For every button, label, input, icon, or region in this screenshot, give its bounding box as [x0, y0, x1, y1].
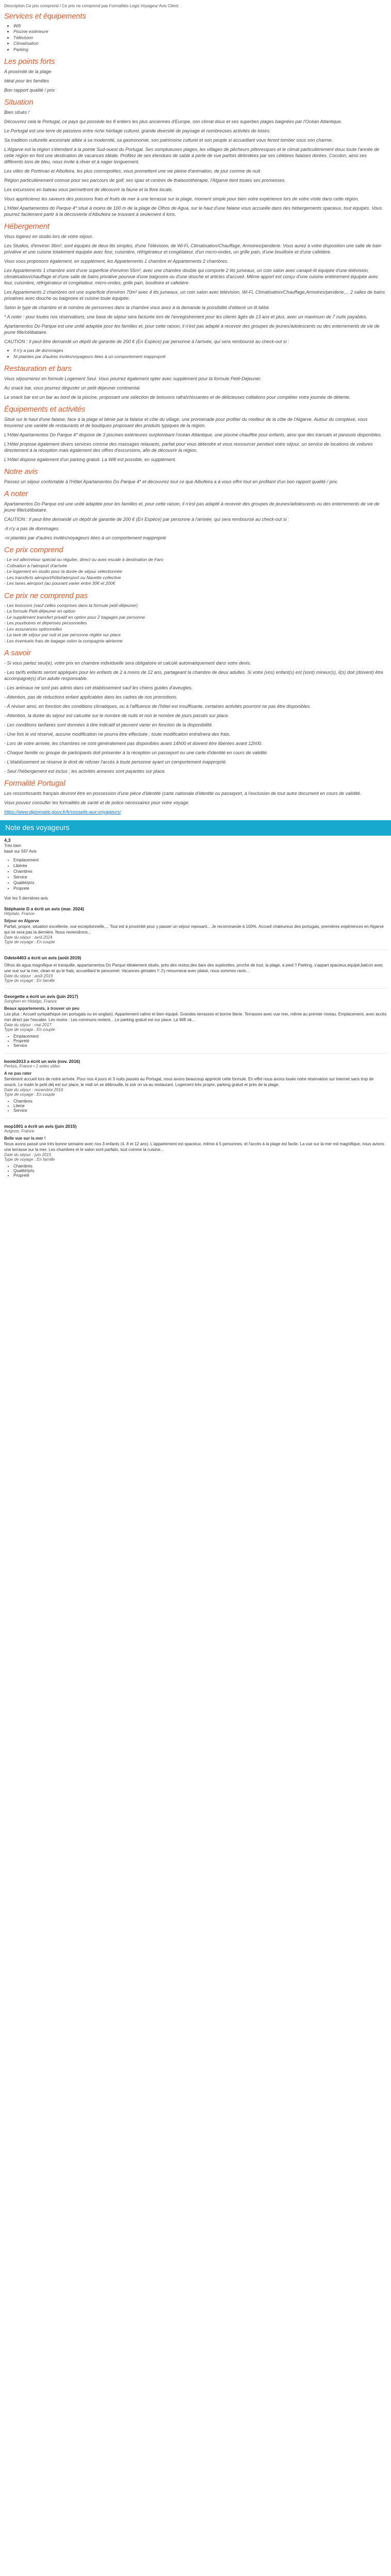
situation-para: L'Algarve est la région s'étendant à la pointe Sud-ouest du Portugal. Ses somptueuses plages, les villages de pêcheurs pittoresques et le climat particulièrement doux toute l'année de cette région en font une destination de vacances idéale. Profitez de ses étendues de sable à perte de vue parfois délimitées par ses célèbres falaises dorées. Cocolon, ainsi ses différents tons de bleu, nous invite à rêver et à nager longuement.	[4, 147, 380, 164]
criteria-item: • Propreté	[13, 886, 387, 891]
savoir-item: - À réviser ainsi, en fonction des conditions climatiques, ou à l'affluence de l'hôtel est insuffisante, certaines activités pourront ne pas être disponibles.	[4, 704, 311, 709]
criteria-item: • Service	[13, 1108, 387, 1113]
noter-para: CAUTION : Il peut être demandé un dépôt de garantie de 200 € (En Espèce) par personne à l'arrivée, qui sera remboursé au check-out si :	[4, 517, 289, 522]
savoir-item: - L'établissement se réserve le droit de refuser l'accès à toute personne ayant un comportement inapproprié.	[4, 759, 227, 765]
caution-list	[4, 348, 387, 360]
review-author: Stéphanie D a écrit un avis (mar. 2024)	[4, 906, 84, 911]
noter-item: -ni plaintes par d'autres invités/voyageurs liées à un comportement inapproprié	[4, 535, 166, 540]
review-score: 4,3	[4, 838, 11, 843]
activites-section	[4, 405, 387, 463]
service-item: • Climatisation	[13, 41, 387, 47]
formalites-section	[4, 779, 387, 815]
review-entry	[4, 1124, 387, 1178]
situation-para: Le Portugal est une terre de passions entre riche héritage culturel, grande diversité de paysage et nombreuses activités de loisirs.	[4, 128, 271, 133]
ne-comprend-title: Ce prix ne comprend pas	[4, 591, 88, 600]
fort-item: Idéal pour les familles	[4, 78, 50, 83]
ne-comprend-item: - Les boissons (sauf celles comprises dans la formule petit-déjeuner)	[4, 602, 138, 608]
forts-title: Les points forts	[4, 58, 55, 66]
review-type: Type de voyage : En couple	[4, 1092, 55, 1097]
avis-section	[4, 468, 387, 485]
formalites-para: Vous pouvez consulter les formalités de santé et de police nécessaires pour votre voyage.	[4, 800, 190, 805]
noter-item: -Il n'y a pas de dommages	[4, 526, 59, 531]
review-body: Olhos de agua magnifique et tranquille, appartamentos Do Parque idéalement situés, près des restos,des bars des supérettes, proche de tout, la plage, a pied !! Parking, s'appart spacieux,équipé,balcon avec une vue sur la mer, clean et qu le frais, accueillant le personnel. Vacances géniales !! J'y retournerai avec plaisir, nous sommes ravis...	[4, 963, 383, 973]
activites-para: L'Hôtel dispose également d'un parking gratuit. La Wifi est possible, en supplément.	[4, 457, 176, 462]
comprend-list	[4, 557, 387, 587]
activites-title: Équipements et activités	[4, 405, 86, 414]
savoir-item: - Attention, la durée du séjour est calculée sur le nombre de nuits et non le nombre de jours passés sur place.	[4, 713, 230, 718]
review-criteria	[4, 1164, 387, 1178]
reviews-title: Note des voyageurs	[5, 823, 70, 832]
savoir-section	[4, 649, 387, 774]
avis-title: Notre avis	[4, 468, 38, 476]
review-author: mop1001 a écrit un avis (juin 2015)	[4, 1124, 77, 1129]
hebergement-para: Les Studios, d'environ 36m², sont équipés de deux lits simples, d'une Télévision, de Wi-Fi, Climatisation/Chauffage, Armoires/penderie. Vous aurez à votre disposition une salle de bain privative et une cuisine totalement équipée avec four, cuisinière, réfrigérateur et congélateur, d'un micro-ondes, un grille pain, d'une bouilloire et d'une cafetière.	[4, 243, 382, 255]
review-entry	[4, 1059, 387, 1113]
comprend-item: - Les transferts aéroport/hôtel/aéroport ou Navette collective	[4, 574, 121, 580]
review-body: Sentiment accueil lors de notre arrivée. Pour nos 4 jours et 3 nuits passés au Portugal, nous avons beaucoup apprécié cette formule. En effet nous avons louée notre réservation sur internet sans trop de soucis. Le matin le petit déj est sur place, le midi on se débrouille, le soir on va au restaurant. Logement très propre, parking gratuit et près de la plage.	[4, 1077, 374, 1087]
services-section	[4, 12, 387, 53]
hebergement-para: Vous vous proposons également, en supplément, les Appartements 1 chambre et Appartements 2 chambres.	[4, 259, 229, 264]
situation-section	[4, 98, 387, 217]
hebergement-para: Selon le type de chambre et le nombre de personnes dans la chambre vous avez à la demande la possibilité d'obtenir un lit bébé.	[4, 305, 270, 310]
review-entry	[4, 994, 387, 1048]
ne-comprend-section	[4, 592, 387, 645]
review-origin: Pertuis, France • 1 votes utiles	[4, 1064, 60, 1069]
formalites-para: Les ressortissants français devront être en possession d'une pièce d'identité (carte nationale d'identité ou passeport, à l'exclusion de tout autre document en cours de validité.	[4, 791, 362, 796]
criteria-item: • Service	[13, 874, 387, 880]
reviews-section	[0, 836, 391, 1185]
content	[0, 0, 391, 815]
savoir-item: - Les tarifs enfants seront appliqués pour les enfants de 2 à moins de 12 ans, partageant la chambre de deux adultes. Si votre (vos) enfant(s) est (sont) mineur(s), il(s) doit (doivent) être accompagné(s) d'un adulte responsable.	[4, 670, 383, 681]
review-author: Georgette a écrit un avis (juin 2017)	[4, 994, 78, 999]
hebergement-section	[4, 223, 387, 360]
review-title: A ne pas rater	[4, 1071, 32, 1076]
criteria-item: • Libérée	[13, 863, 387, 869]
savoir-item: - Une fois le vol réservé, aucune modification ne pourra être effectuée ; toute modification entraînera des frais.	[4, 732, 231, 737]
criteria-item: • Propreté	[13, 1039, 387, 1043]
review-type: Type de voyage : En couple	[4, 940, 55, 944]
criteria-item: • Chambres	[13, 869, 387, 874]
formalites-link[interactable]: https://www.diplomatie.gouv.fr/fr/conseils-aux-voyageurs/	[4, 809, 121, 815]
fort-item: Bon rapport qualité / prix	[4, 88, 55, 93]
review-divider	[4, 1053, 387, 1054]
review-entry	[4, 906, 387, 944]
review-type: Type de voyage : En famille	[4, 978, 55, 983]
comprend-item: - Le vol aller/retour spécial ou régulier, direct ou avec escale à destination de Faro	[4, 557, 164, 562]
criteria-item: • Propreté	[13, 1173, 387, 1178]
hebergement-para: CAUTION : Il peut être demandé un dépôt de garantie de 200 € (En Espèce) par personne à l'arrivée, qui sera remboursé au check-out si :	[4, 339, 289, 344]
caution-item: • Ni plaintes par d'autres invités/voyageurs liées à un comportement inapproprié	[13, 354, 387, 360]
comprend-item: - Les taxes aéroport (au pouvant varier entre 30€ et 200€	[4, 581, 116, 586]
situation-para: Les excursions en bateau vous permettront de découvrir la faune et la flore locale.	[4, 187, 173, 192]
situation-para: Région particulièrement connue pour ses parcours de golf, ses spas et centres de thalassothérapie, l'Algarve tient toutes ses promesses.	[4, 178, 286, 183]
savoir-item: - Attention, pas de réductions enfant applicables dans les cadres de nos promotions.	[4, 694, 178, 700]
criteria-item: • Chambres	[13, 1099, 387, 1104]
noter-para: Apartamentos Do Parque est une unité adaptée pour les familles et, pour cette raison, il n'est pas adapté à recevoir des groupes de jeunes/adolescents ou des enterrements de vie de jeune fille/célibataire.	[4, 501, 380, 513]
review-origin: Songhen en Hidalgo, France	[4, 999, 57, 1004]
criteria-item: • Qualité/prix	[13, 1168, 387, 1173]
reviews-header	[0, 820, 391, 836]
restauration-section	[4, 365, 387, 400]
review-date: Date du séjour : juin 2015	[4, 1153, 52, 1157]
situation-para: Sa tradition culturelle ancestrale alliée à sa modernité, sa gastronomie, son patrimoine culturel et son peuple si accueillant vous feront tomber sous son charme.	[4, 138, 333, 143]
review-origin: Avignon, France	[4, 1129, 35, 1133]
review-origin: Hôpitalo, France	[4, 911, 35, 916]
hebergement-title: Hébergement	[4, 223, 50, 231]
review-based-on: basé sur 597 Avis	[4, 849, 37, 854]
services-list	[4, 23, 387, 53]
noter-title: A noter	[4, 490, 28, 498]
review-title: Beaux appartements, à trouver un peu	[4, 1006, 79, 1011]
ne-comprend-item: - La taxe de séjour par nuit et par personne réglée sur place	[4, 632, 121, 637]
comprend-title: Ce prix comprend	[4, 546, 63, 554]
service-item: • Piscine extérieure	[13, 29, 387, 35]
ne-comprend-item: - Les assurances optionnelles	[4, 626, 62, 632]
review-type: Type de voyage : En famille	[4, 1157, 55, 1162]
criteria-item: • Emplacement	[13, 857, 387, 863]
situation-para: Vous apprécierez les saveurs des poissons frais et fruits de mer à une terrasse sur la plage, moment simple pour bien votre expérience lors de votre visite dans cette région.	[4, 196, 360, 201]
noter-section	[4, 490, 387, 541]
review-type: Type de voyage : En couple	[4, 1027, 55, 1032]
review-date: Date du séjour : novembre 2016	[4, 1088, 63, 1092]
comprend-item: - Colisation à l'aéroport d'arrivée	[4, 563, 67, 568]
review-entry	[4, 955, 387, 983]
ne-comprend-item: - Les pourboires et dépenses personnelles	[4, 620, 87, 625]
tabs-description: Description Ce prix comprend / Ce prix ne comprend pas Formalités Logis Voyageur Avis Client	[4, 4, 178, 8]
hebergement-para: Les Appartements 2 chambres ont une superficie d'environ 70m² avec 4 lits jumeaux, un coin salon avec télévision, Wi-Fi, Climatisation/Chauffage,Armoires/penderie,... 2 salles de bains privatives avec douche ou baignoire et cuisine toute équipée.	[4, 290, 385, 301]
review-body: Nous avons passé une très bonne semaine avec nos 3 enfants (4, 8 et 12 ans). L'appartement est spacieux, même à 5 personnes, et l'accès à la plage est facile. La vue sur la mer est magnifique, nous avions une terrasse sur la mer. Les chambres et le salon sont parfaits, tout comme la cuisine...	[4, 1142, 384, 1152]
savoir-item: - Lors de votre arrivée, les chambres ne sont généralement pas disponibles avant 14h00 et doivent être libérées avant 12h00.	[4, 741, 263, 746]
review-criteria	[4, 1099, 387, 1113]
restauration-title: Restauration et bars	[4, 365, 72, 373]
criteria-item: • Chambres	[13, 1164, 387, 1168]
services-title: Services et équipements	[4, 12, 86, 21]
review-body: Parfait, propre, situation excellente, vue exceptionnelle,... Tout est à proximité pour y passer un séjour reposant... Je recommande à 100%. Accueil chaleureux des portugais, premières expériences en Algarve qui ne sera pas la dernière. Nous reviendrons...	[4, 924, 384, 935]
review-body: Les plus : Accueil sympathique (en portugais ou en anglais). Appartement calme et bien équipé. Grandes terrasses et bonne literie. Terrasses avec vue mer, même au premier niveau. Emplacement, avec accès non direct par l'escalier. Les moins : Les communs restent... Le parking gratuit est sur place. La Wifi ok...	[4, 1012, 387, 1022]
forts-section	[4, 58, 387, 93]
savoir-item: - Les conditions tarifaires sont données à titre indicatif et peuvent varier en fonction de la disponibilité.	[4, 722, 213, 727]
review-title: Belle vue sur la mer !	[4, 1136, 46, 1141]
review-author: Odete4403 a écrit un avis (août 2019)	[4, 955, 82, 960]
situation-para: L'Hôtel Apartamentos do Parque 4* situé à moins de 100 m de la plage de Olhos de Agua, sur le haut d'une falaise vous accueille dans des hébergements spacieux, tout équipés. Vous pourrez facilement partir à la découverte d'Albufeira se trouvant à seulement 4 kms.	[4, 206, 382, 217]
service-item: • Wifi	[13, 23, 387, 29]
formalites-link-wrap	[4, 809, 387, 815]
hebergement-para: Apartamentos Do Parque est une unité adaptée pour les familles et, pour cette raison, il n'est pas adapté à recevoir des groupes de jeunes/adolescents ou des enterrements de vie de jeune fille/célibataire.	[4, 324, 380, 335]
activites-para: Situé sur le haut d'une falaise, face à la plage et bénie par la falaise et côte du village, une promenade pour profiter du meilleur de la côte de l'Algarve. Autour du complexe, vous trouverez une variété de restaurants et de boutiques proposant des produits typiques de la région.	[4, 417, 368, 428]
review-divider	[4, 988, 387, 989]
hebergement-para: Les Appartements 1 chambre sont d'une superficie d'environ 55m², avec une chambre double qui comporte 2 lits jumeaux, un coin salon avec canapé-lit équipée d'une télévision, climatisation/chauffage et d'une salle de bains privative pourvue d'une baignoire ou d'une douche et articles d'accueil. Même apport est conçu d'une cuisine entièrement équipée avec four, cuisinière, réfrigérateur et congélateur, micro-ondes, grille pain, bouilloire et cafetière.	[4, 268, 379, 285]
savoir-item: - Si vous partez seul(e), votre prix en chambre individuelle sera obligatoire et calculé automatiquement dans votre devis.	[4, 660, 251, 666]
review-date: Date du séjour : août 2019	[4, 974, 53, 978]
criteria-item: • Qualité/prix	[13, 880, 387, 886]
fort-item: A proximité de la plage	[4, 69, 52, 74]
page	[0, 0, 391, 1185]
service-item: • Télévision	[13, 35, 387, 41]
ne-comprend-item: - Les éventuels frais de bagage selon la compagnie aérienne	[4, 638, 123, 643]
ne-comprend-list	[4, 603, 387, 645]
savoir-item: - Les animaux ne sont pas admis dans cet établissement sauf les chiens guides d'aveugles.	[4, 685, 193, 690]
review-date: Date du séjour : avril 2024	[4, 935, 53, 940]
situation-intro: Bien situés !	[4, 110, 30, 115]
review-title: Séjour en Algarve	[4, 919, 39, 923]
hebergement-para: Vous logerez en studio lors de votre séjour.	[4, 234, 93, 239]
savoir-item: - Seul l'hébergement est inclus ; les activités annexes sont payantes sur place.	[4, 769, 166, 774]
restauration-para: Le snack bar est un bar au bord de la piscine, proposant une sélection de boissons rafraîchissantes et de délicieuses collations pour compléter votre journée de détente.	[4, 395, 351, 400]
savoir-item: - Chaque famille ou groupe de participants doit présenter à la réception un passeport ou une carte d'identité en cours de validité.	[4, 750, 268, 755]
savoir-title: A savoir	[4, 649, 31, 657]
comprend-item: - Le logement en studio pour la durée de séjour sélectionnée	[4, 569, 122, 574]
formalites-title: Formalité Portugal	[4, 779, 66, 788]
review-criteria	[4, 1034, 387, 1048]
comprend-section	[4, 546, 387, 587]
criteria-item: • Service	[13, 1043, 387, 1048]
activites-para: L'Hôtel propose également divers services comme des massages relaxants, parfait pour vous détendre et vous ressourcer pendant votre séjour, un service de locations de voitures directement à la réception mais également des offres d'excursions, afin de découvrir la région.	[4, 442, 373, 453]
review-score-label: Très bien	[4, 843, 22, 848]
activites-para: L'Hôtel Apartamentos Do Parque 4* dispose de 3 piscines extérieures surplombant l'océan Atlantique, une piscine chauffée pour enfants, ainsi que des transats et parasols disponibles.	[4, 432, 382, 437]
situation-para: Les villes de Portimao et Albufeira, les plus cosmopolites, vous promettent une vie pleine d'animation, de jour comme de nuit.	[4, 168, 262, 174]
criteria-item: • Literie	[13, 1104, 387, 1108]
reviews-sort[interactable]: Voir les 5 dernières avis	[4, 896, 48, 901]
restauration-para: Au snack bar, vous pourrez déguster un petit déjeuner continental.	[4, 385, 141, 391]
restauration-para: Vous séjournerez en formule Logement Seul. Vous pourrez également opter avec supplément pour la formule Petit-Déjeuner.	[4, 376, 262, 381]
criteria-item: • Emplacement	[13, 1034, 387, 1039]
situation-title: Situation	[4, 98, 34, 107]
review-author: boote2013 a écrit un avis (nov. 2016)	[4, 1059, 80, 1064]
situation-para: Découvrez cela le Portugal, ce pays qui possède les 8 entiers les plus anciennes d'Europe, son climat doux et ses superbes plages baignées par l'Océan Atlantique.	[4, 119, 342, 124]
avis-para: Passez un séjour confortable à l'Hôtel Apartamentos Do Parque 4* et découvrez tout ce que Albufeira a à vous offrir tout en profitant d'un bon rapport qualité / prix.	[4, 479, 338, 484]
ne-comprend-item: - Le supplément transfert privatif en option pour 2 bagages par personne	[4, 614, 145, 620]
service-item: • Parking	[13, 47, 387, 53]
review-date: Date du séjour : mai 2017	[4, 1023, 52, 1027]
hebergement-para: * A noter : pour toutes nos réservations, une base de séjour sera facturée lors de l'enregistrement pour les clients âgés de 13 ans et plus, avec un maximum de 7 nuits payables.	[4, 314, 367, 319]
review-criteria	[4, 857, 387, 891]
ne-comprend-item: - La formule Petit-déjeuner en option	[4, 608, 75, 614]
caution-item: • Il n'y a pas de dommages	[13, 348, 387, 354]
